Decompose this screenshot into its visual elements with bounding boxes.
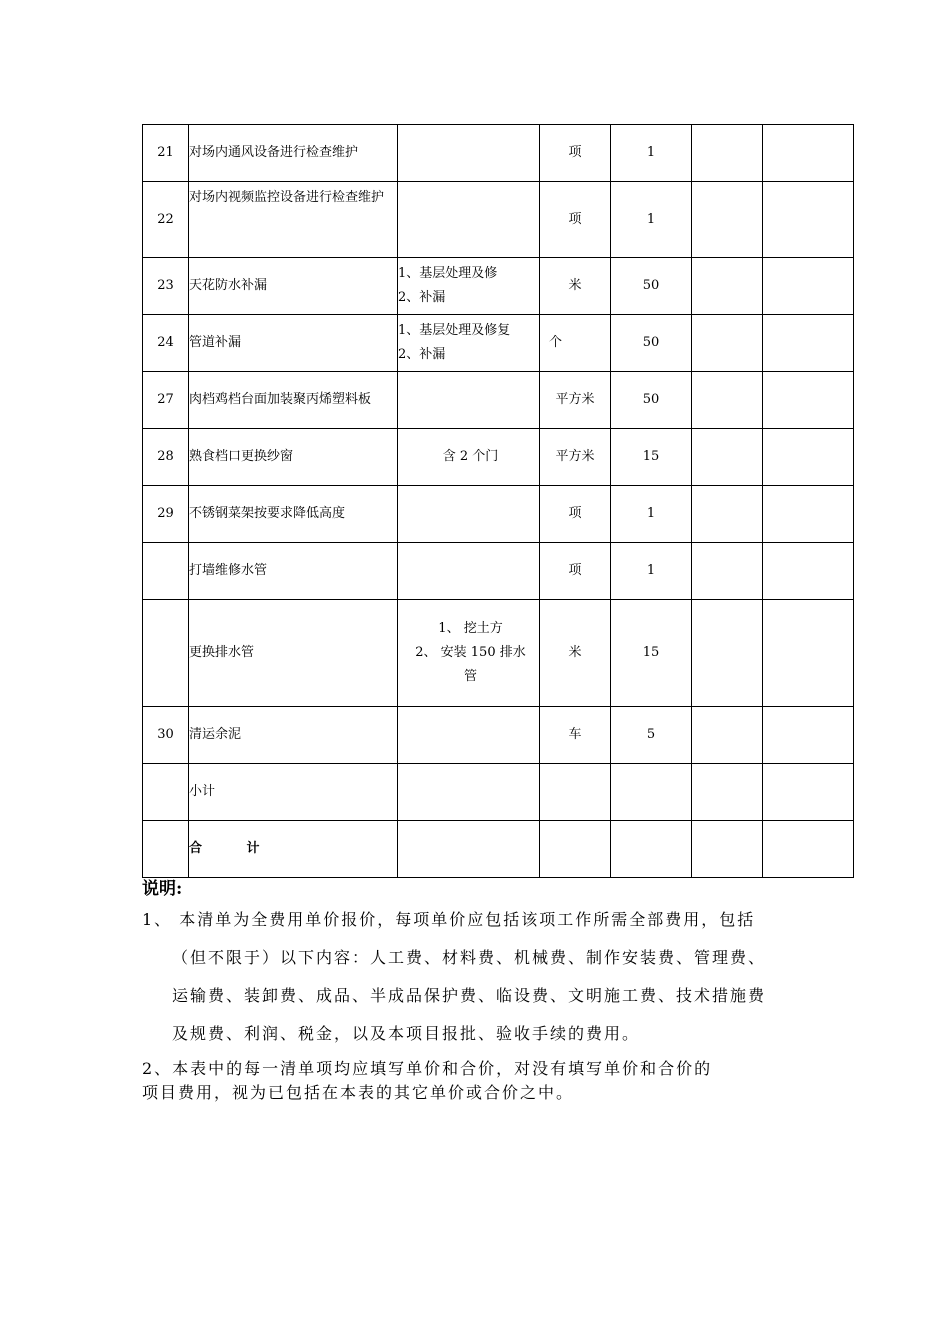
table-row xyxy=(143,372,854,429)
item-description xyxy=(398,315,540,372)
description-line: 1、 挖土方 xyxy=(438,621,503,636)
item-quantity: 15 xyxy=(611,429,692,486)
unit-price-cell xyxy=(692,182,763,258)
unit-price-cell xyxy=(692,258,763,315)
item-quantity: 50 xyxy=(611,372,692,429)
item-quantity: 50 xyxy=(611,315,692,372)
subtotal-label: 小计 xyxy=(189,764,398,821)
table-row xyxy=(143,429,854,486)
item-quantity: 1 xyxy=(611,486,692,543)
unit-price-cell xyxy=(692,315,763,372)
item-quantity: 5 xyxy=(611,707,692,764)
table-row xyxy=(143,258,854,315)
item-name: 对场内通风设备进行检查维护 xyxy=(189,125,398,182)
item-quantity: 1 xyxy=(611,543,692,600)
description-line: 2、补漏 xyxy=(398,290,446,305)
item-unit: 平方米 xyxy=(540,372,611,429)
item-description xyxy=(398,125,540,182)
note-line: 项目费用，视为已包括在本表的其它单价或合价之中。 xyxy=(142,1083,575,1102)
note-item-1 xyxy=(142,901,822,1053)
item-name: 不锈钢菜架按要求降低高度 xyxy=(189,486,398,543)
total-label: 合 计 xyxy=(189,821,398,878)
item-name: 天花防水补漏 xyxy=(189,258,398,315)
item-unit: 米 xyxy=(540,258,611,315)
total-price-cell xyxy=(763,125,854,182)
table-row xyxy=(143,125,854,182)
item-unit: 项 xyxy=(540,543,611,600)
item-number: 30 xyxy=(143,707,189,764)
unit-price-cell xyxy=(692,600,763,707)
bill-of-quantities-table xyxy=(142,124,854,878)
item-description: 含 2 个门 xyxy=(398,429,540,486)
item-name: 管道补漏 xyxy=(189,315,398,372)
total-price-cell xyxy=(763,486,854,543)
item-number: 22 xyxy=(143,182,189,258)
item-description xyxy=(398,486,540,543)
note-line: 2、本表中的每一清单项均应填写单价和合价，对没有填写单价和合价的 xyxy=(142,1059,713,1078)
item-unit: 平方米 xyxy=(540,429,611,486)
subtotal-row xyxy=(143,764,854,821)
unit-price-cell xyxy=(692,707,763,764)
item-number: 28 xyxy=(143,429,189,486)
item-unit: 个 xyxy=(540,315,611,372)
description-line: 2、 安装 150 排水 xyxy=(415,645,526,660)
note-item-2 xyxy=(142,1057,822,1105)
table-row xyxy=(143,543,854,600)
item-number: 24 xyxy=(143,315,189,372)
item-unit: 项 xyxy=(540,486,611,543)
unit-price-cell xyxy=(692,372,763,429)
total-price-cell xyxy=(763,543,854,600)
unit-price-cell xyxy=(692,429,763,486)
item-description xyxy=(398,543,540,600)
unit-price-cell xyxy=(692,486,763,543)
item-description xyxy=(398,600,540,707)
item-number: 27 xyxy=(143,372,189,429)
total-price-cell xyxy=(763,707,854,764)
item-name: 更换排水管 xyxy=(189,600,398,707)
unit-price-cell xyxy=(692,543,763,600)
item-name: 清运余泥 xyxy=(189,707,398,764)
table-row xyxy=(143,707,854,764)
total-price-cell xyxy=(763,372,854,429)
item-unit: 项 xyxy=(540,125,611,182)
total-price-cell xyxy=(763,600,854,707)
item-number xyxy=(143,543,189,600)
item-number xyxy=(143,600,189,707)
notes-section xyxy=(142,877,822,1105)
item-description xyxy=(398,258,540,315)
item-quantity: 1 xyxy=(611,125,692,182)
item-name: 肉档鸡档台面加装聚丙烯塑料板 xyxy=(189,372,398,429)
item-unit: 米 xyxy=(540,600,611,707)
item-quantity: 50 xyxy=(611,258,692,315)
description-line: 1、基层处理及修 xyxy=(398,266,498,281)
table-row xyxy=(143,315,854,372)
description-line: 1、基层处理及修复 xyxy=(398,323,511,338)
item-number: 21 xyxy=(143,125,189,182)
item-name: 熟食档口更换纱窗 xyxy=(189,429,398,486)
total-price-cell xyxy=(763,315,854,372)
item-number: 29 xyxy=(143,486,189,543)
note-line: 运输费、装卸费、成品、半成品保护费、临设费、文明施工费、技术措施费 xyxy=(172,986,767,1005)
item-name: 对场内视频监控设备进行检查维护 xyxy=(189,182,398,258)
description-line: 管 xyxy=(463,669,477,684)
table-row xyxy=(143,182,854,258)
note-line: （但不限于）以下内容：人工费、材料费、机械费、制作安装费、管理费、 xyxy=(172,948,767,967)
description-line: 2、补漏 xyxy=(398,347,446,362)
item-unit: 项 xyxy=(540,182,611,258)
total-price-cell xyxy=(763,258,854,315)
item-quantity: 15 xyxy=(611,600,692,707)
unit-price-cell xyxy=(692,125,763,182)
table-row xyxy=(143,486,854,543)
total-price-cell xyxy=(763,429,854,486)
item-description xyxy=(398,707,540,764)
item-name: 打墙维修水管 xyxy=(189,543,398,600)
item-unit: 车 xyxy=(540,707,611,764)
note-line: 及规费、利润、税金，以及本项目报批、验收手续的费用。 xyxy=(172,1024,641,1043)
item-description xyxy=(398,182,540,258)
item-number: 23 xyxy=(143,258,189,315)
table-row xyxy=(143,600,854,707)
note-line: 1、 本清单为全费用单价报价，每项单价应包括该项工作所需全部费用，包括 xyxy=(142,910,756,929)
total-row xyxy=(143,821,854,878)
item-quantity: 1 xyxy=(611,182,692,258)
item-description xyxy=(398,372,540,429)
notes-title: 说明: xyxy=(142,879,183,899)
total-price-cell xyxy=(763,182,854,258)
